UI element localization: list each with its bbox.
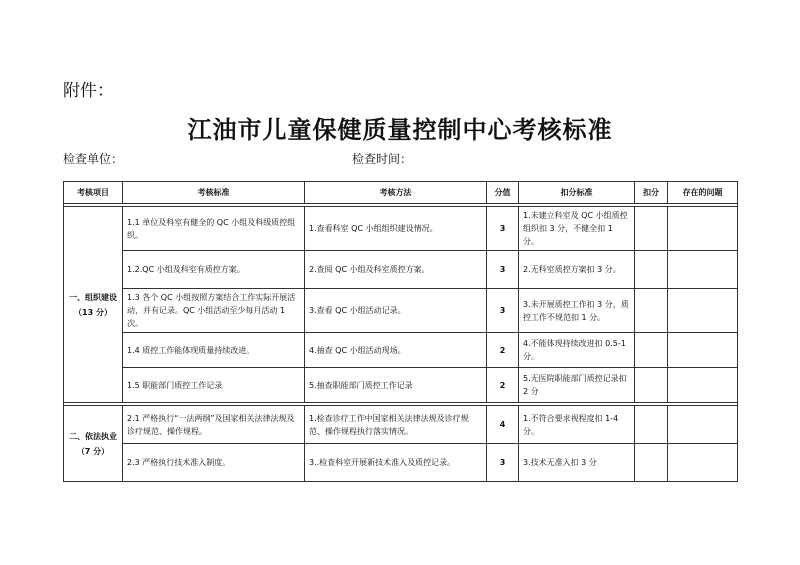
issues-cell[interactable] bbox=[668, 289, 738, 333]
standard-cell: 2.1 严格执行“一法两纲”及国家相关法律法规及诊疗规范、操作规程。 bbox=[123, 406, 305, 444]
document-title: 江油市儿童保健质量控制中心考核标准 bbox=[187, 116, 613, 144]
deduction-standard-cell: 1.未建立科室及 QC 小组质控组织扣 3 分，不健全扣 1 分。 bbox=[519, 207, 635, 251]
header-score: 分值 bbox=[487, 182, 519, 204]
table-row bbox=[64, 444, 738, 482]
score-cell: 3 bbox=[487, 251, 519, 289]
score-cell: 3 bbox=[487, 207, 519, 251]
standard-cell: 1.2.QC 小组及科室有质控方案。 bbox=[123, 251, 305, 289]
method-cell: 4.抽查 QC 小组活动现场。 bbox=[305, 333, 487, 368]
deduction-cell[interactable] bbox=[635, 207, 668, 251]
table-row bbox=[64, 333, 738, 368]
standard-cell: 1.1 单位及科室有健全的 QC 小组及科级质控组织。 bbox=[123, 207, 305, 251]
deduction-cell[interactable] bbox=[635, 406, 668, 444]
deduction-cell[interactable] bbox=[635, 333, 668, 368]
deduction-cell[interactable] bbox=[635, 444, 668, 482]
header-item: 考核项目 bbox=[64, 182, 123, 204]
standard-cell: 1.5 职能部门质控工作记录 bbox=[123, 368, 305, 403]
deduction-standard-cell: 1.不符合要求视程度扣 1-4 分。 bbox=[519, 406, 635, 444]
section-item-name: 二、依法执业 bbox=[69, 431, 117, 441]
standard-cell: 1.4 质控工作能体现质量持续改进。 bbox=[123, 333, 305, 368]
inspected-unit-label: 检查单位： bbox=[63, 152, 124, 166]
section-item-score: （7 分） bbox=[76, 446, 110, 456]
issues-cell[interactable] bbox=[668, 444, 738, 482]
deduction-cell[interactable] bbox=[635, 251, 668, 289]
issues-cell[interactable] bbox=[668, 207, 738, 251]
table-row bbox=[64, 251, 738, 289]
section-item-cell bbox=[64, 207, 123, 403]
table-row bbox=[64, 368, 738, 403]
header-method: 考核方法 bbox=[305, 182, 487, 204]
issues-cell[interactable] bbox=[668, 333, 738, 368]
section-item-name: 一、组织建设 bbox=[69, 292, 117, 302]
score-cell: 2 bbox=[487, 333, 519, 368]
section-item-cell bbox=[64, 406, 123, 482]
section-item-score: （13 分） bbox=[74, 307, 112, 317]
deduction-cell[interactable] bbox=[635, 289, 668, 333]
deduction-standard-cell: 3.未开展质控工作扣 3 分，质控工作不规范扣 1 分。 bbox=[519, 289, 635, 333]
score-cell: 3 bbox=[487, 289, 519, 333]
table-header-row bbox=[64, 182, 738, 204]
score-cell: 4 bbox=[487, 406, 519, 444]
method-cell: 2.查阅 QC 小组及科室质控方案。 bbox=[305, 251, 487, 289]
table-row bbox=[64, 406, 738, 444]
score-cell: 3 bbox=[487, 444, 519, 482]
method-cell: 3..检查科室开展新技术准入及质控记录。 bbox=[305, 444, 487, 482]
deduction-cell[interactable] bbox=[635, 368, 668, 403]
header-standard: 考核标准 bbox=[123, 182, 305, 204]
deduction-standard-cell: 4.不能体现持续改进扣 0.5-1 分。 bbox=[519, 333, 635, 368]
issues-cell[interactable] bbox=[668, 368, 738, 403]
inspection-time-label: 检查时间： bbox=[352, 152, 413, 166]
issues-cell[interactable] bbox=[668, 406, 738, 444]
deduction-standard-cell: 2.无科室质控方案扣 3 分。 bbox=[519, 251, 635, 289]
table-row bbox=[64, 289, 738, 333]
method-cell: 1.检查诊疗工作中国家相关法律法规及诊疗规范、操作规程执行落实情况。 bbox=[305, 406, 487, 444]
header-issues: 存在的问题 bbox=[668, 182, 738, 204]
deduction-standard-cell: 3.技术无准入扣 3 分 bbox=[519, 444, 635, 482]
standard-cell: 1.3 各个 QC 小组按照方案结合工作实际开展活动，并有记录。QC 小组活动至少每月活动 1 次。 bbox=[123, 289, 305, 333]
method-cell: 1.查看科室 QC 小组组织建设情况。 bbox=[305, 207, 487, 251]
attachment-label: 附件： bbox=[63, 81, 114, 101]
assessment-table bbox=[63, 181, 738, 482]
method-cell: 5.抽查职能部门质控工作记录 bbox=[305, 368, 487, 403]
header-deduction-standard: 扣分标准 bbox=[519, 182, 635, 204]
standard-cell: 2.3 严格执行技术准入制度。 bbox=[123, 444, 305, 482]
issues-cell[interactable] bbox=[668, 251, 738, 289]
header-deduction: 扣分 bbox=[635, 182, 668, 204]
deduction-standard-cell: 5.无医院职能部门质控记录扣 2 分 bbox=[519, 368, 635, 403]
score-cell: 2 bbox=[487, 368, 519, 403]
table-row bbox=[64, 207, 738, 251]
method-cell: 3.查看 QC 小组活动记录。 bbox=[305, 289, 487, 333]
